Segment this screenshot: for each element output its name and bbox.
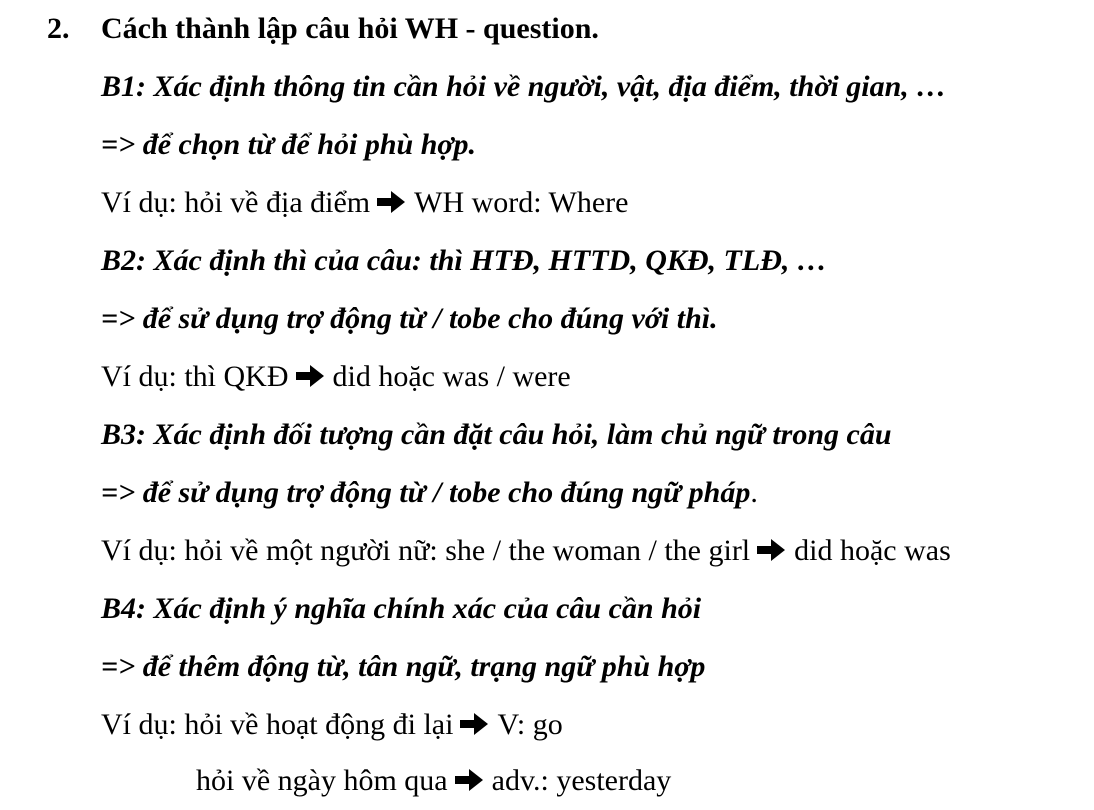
- example-result: did hoặc was / were: [332, 360, 571, 393]
- step-3-purpose: [101, 464, 758, 522]
- example-result: did hoặc was: [794, 534, 951, 567]
- bold-right-arrow-icon: [454, 768, 484, 792]
- section-number: 2.: [47, 12, 70, 45]
- example-result: WH word: Where: [414, 186, 629, 219]
- step-4-purpose: => để thêm động từ, tân ngữ, trạng ngữ phù hợp: [101, 650, 706, 683]
- example-text: Ví dụ: thì QKĐ: [101, 360, 289, 393]
- bold-right-arrow-icon: [756, 538, 786, 562]
- step-2-example: [101, 348, 571, 406]
- bold-right-arrow-icon: [376, 190, 406, 214]
- example-result: V: go: [497, 708, 563, 741]
- step-3-title: B3: Xác định đối tượng cần đặt câu hỏi, làm chủ ngữ trong câu: [101, 418, 892, 451]
- step-3-example: [101, 522, 951, 580]
- example-result: adv.: yesterday: [491, 764, 672, 797]
- section-title: Cách thành lập câu hỏi WH - question.: [101, 12, 599, 45]
- bold-right-arrow-icon: [459, 712, 489, 736]
- step-4-title: B4: Xác định ý nghĩa chính xác của câu cần hỏi: [101, 592, 702, 625]
- bold-right-arrow-icon: [295, 364, 325, 388]
- step-2-purpose: => để sử dụng trợ động từ / tobe cho đúng với thì.: [101, 302, 718, 335]
- example-text: Ví dụ: hỏi về địa điểm: [101, 186, 371, 219]
- purpose-period: .: [750, 476, 758, 509]
- step-1-purpose: => để chọn từ để hỏi phù hợp.: [101, 128, 476, 161]
- example-text: Ví dụ: hỏi về một người nữ: she / the woman / the girl: [101, 534, 751, 567]
- step-4-example: [101, 696, 563, 754]
- example-text: hỏi về ngày hôm qua: [196, 764, 448, 797]
- purpose-text: => để sử dụng trợ động từ / tobe cho đúng ngữ pháp: [101, 476, 751, 509]
- example-text: Ví dụ: hỏi về hoạt động đi lại: [101, 708, 454, 741]
- step-2-title: B2: Xác định thì của câu: thì HTĐ, HTTD, QKĐ, TLĐ, …: [101, 244, 827, 277]
- step-1-title: B1: Xác định thông tin cần hỏi về người, vật, địa điểm, thời gian, …: [101, 70, 947, 103]
- step-1-example: [101, 174, 629, 232]
- step-4-example-2: [196, 752, 671, 810]
